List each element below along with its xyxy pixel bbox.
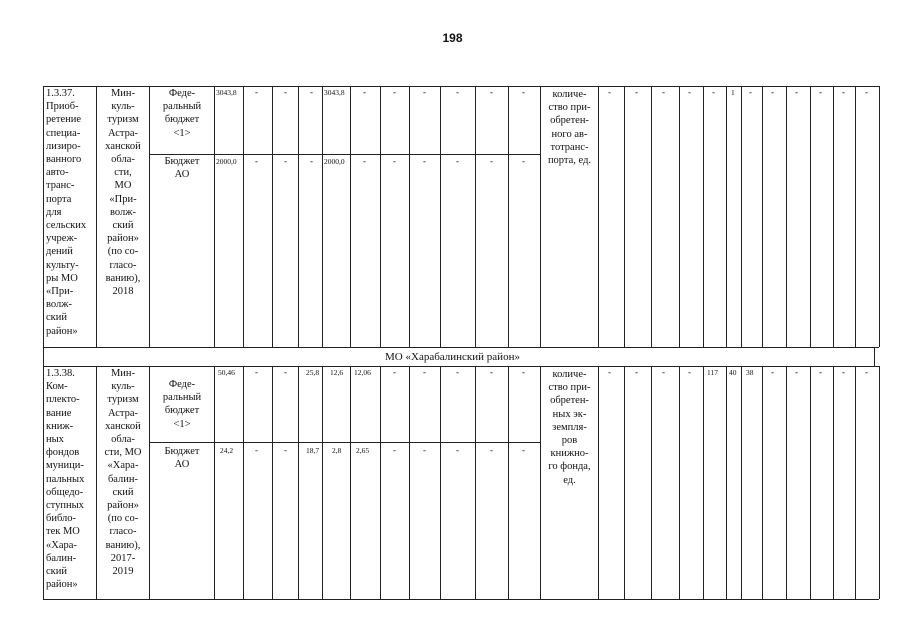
row-a-col-line xyxy=(624,86,625,347)
dash: - xyxy=(490,367,493,377)
dash: - xyxy=(608,367,611,377)
row-a-col-line xyxy=(43,86,44,347)
dash: - xyxy=(712,87,715,97)
row-b-col-line xyxy=(380,366,381,599)
dash: - xyxy=(423,367,426,377)
dash: - xyxy=(795,87,798,97)
dash: - xyxy=(662,367,665,377)
row-b-indicator-2019: 38 xyxy=(746,368,754,377)
dash: - xyxy=(865,87,868,97)
dash: - xyxy=(363,156,366,166)
row-b-col-line xyxy=(409,366,410,599)
row-a-col-line xyxy=(350,86,351,347)
row-a-code-text: 1.3.37. Приоб- ретение специа- лизиро- ванного авто- транс- порта для сельских учреж- дений культу- ры МО «При- волж- ский район» xyxy=(46,88,87,337)
row-b-indicator-text: количе- ство при- обретен- ных эк- земпля- ров книжно- го фонда, ед. xyxy=(548,369,591,486)
row-a-col-line xyxy=(322,86,323,347)
dash: - xyxy=(255,87,258,97)
row-a-col-line xyxy=(272,86,273,347)
row-a-indicator-text: количе- ство при- обретен- ного ав- тотранс- порта, ед. xyxy=(547,89,592,167)
row-b-col-line xyxy=(214,366,215,599)
dash: - xyxy=(819,367,822,377)
dash: - xyxy=(310,87,313,97)
row-b-col-line xyxy=(879,366,880,599)
dash: - xyxy=(456,367,459,377)
table-bottom-border xyxy=(43,599,879,600)
row-a-col-line xyxy=(703,86,704,347)
dash: - xyxy=(284,156,287,166)
municipality-banner: МО «Харабалинский район» xyxy=(385,351,520,363)
row-b-col-line xyxy=(762,366,763,599)
dash: - xyxy=(688,87,691,97)
row-b-ao-total: 24,2 xyxy=(220,446,234,455)
row-a-executor-text: Мин- куль- туризм Астра- ханской обла- сти, МО «При- волж- ский район» (по со- гласо- ванию), 2018 xyxy=(105,88,141,298)
row-b-col-line xyxy=(272,366,273,599)
banner-bottom-border xyxy=(43,366,879,367)
row-b-col-line xyxy=(598,366,599,599)
dash: - xyxy=(749,87,752,97)
row-b-indicator-2017: 117 xyxy=(707,368,718,377)
dash: - xyxy=(393,156,396,166)
row-a-source-federal: Феде- ральный бюджет <1> xyxy=(162,88,202,139)
row-b-source-federal: Феде- ральный бюджет <1> xyxy=(162,379,202,430)
row-b-indicator-2018: 40 xyxy=(729,368,737,377)
dash: - xyxy=(842,367,845,377)
row-b-col-line xyxy=(855,366,856,599)
dash: - xyxy=(255,367,258,377)
dash: - xyxy=(662,87,665,97)
row-a-col-line xyxy=(598,86,599,347)
dash: - xyxy=(393,87,396,97)
row-b-source-divider xyxy=(149,442,540,443)
row-b-executor-text: Мин- куль- туризм Астра- ханской обла- сти, МО «Хара- балин- ский район» (по со- гласо- ванию), 2017- 2019 xyxy=(104,368,142,578)
dash: - xyxy=(284,87,287,97)
row-b-col-line xyxy=(726,366,727,599)
dash: - xyxy=(284,445,287,455)
row-a-col-line xyxy=(855,86,856,347)
row-b-ao-2019: 2,65 xyxy=(356,446,370,455)
row-a-col-line xyxy=(651,86,652,347)
dash: - xyxy=(865,367,868,377)
row-a-col-line xyxy=(508,86,509,347)
row-b-source-ao: Бюджет АО xyxy=(164,446,200,471)
row-b-col-line xyxy=(350,366,351,599)
row-b-fed-2019: 12,06 xyxy=(354,368,371,377)
dash: - xyxy=(490,445,493,455)
page-number: 198 xyxy=(442,31,463,45)
dash: - xyxy=(842,87,845,97)
row-a-col-line xyxy=(679,86,680,347)
row-a-col-line xyxy=(380,86,381,347)
dash: - xyxy=(771,367,774,377)
row-b-col-line xyxy=(298,366,299,599)
row-a-col-line xyxy=(298,86,299,347)
dash: - xyxy=(255,445,258,455)
row-a-col-line xyxy=(879,86,880,347)
dash: - xyxy=(635,367,638,377)
row-b-col-line xyxy=(651,366,652,599)
dash: - xyxy=(490,156,493,166)
row-b-fed-total: 50,46 xyxy=(218,368,235,377)
dash: - xyxy=(255,156,258,166)
dash: - xyxy=(423,156,426,166)
dash: - xyxy=(284,367,287,377)
row-b-col-line xyxy=(703,366,704,599)
row-b-fed-2018: 12,6 xyxy=(330,368,344,377)
row-a-ao-total: 2000,0 xyxy=(216,157,237,166)
row-b-col-line xyxy=(810,366,811,599)
dash: - xyxy=(795,367,798,377)
row-a-col-line xyxy=(243,86,244,347)
dash: - xyxy=(456,156,459,166)
row-a-col-line xyxy=(475,86,476,347)
row-a-col-line xyxy=(786,86,787,347)
dash: - xyxy=(819,87,822,97)
row-b-col-line xyxy=(322,366,323,599)
row-b-fed-2017: 25,8 xyxy=(306,368,320,377)
row-b-col-line xyxy=(475,366,476,599)
row-a-indicator-value: 1 xyxy=(731,88,735,97)
row-a-col-line xyxy=(409,86,410,347)
dash: - xyxy=(522,87,525,97)
row-a-col-line xyxy=(762,86,763,347)
dash: - xyxy=(608,87,611,97)
row-b-ao-2017: 18,7 xyxy=(306,446,320,455)
row-a-col-line xyxy=(810,86,811,347)
row-a-source-ao: Бюджет АО xyxy=(164,156,200,181)
row-a-col-line xyxy=(726,86,727,347)
row-a-fed-year: 3043,8 xyxy=(324,88,345,97)
dash: - xyxy=(393,367,396,377)
dash: - xyxy=(522,156,525,166)
dash: - xyxy=(423,445,426,455)
row-a-col-line xyxy=(741,86,742,347)
row-a-fed-total: 3043,8 xyxy=(216,88,237,97)
row-b-col-line xyxy=(624,366,625,599)
row-b-ao-2018: 2,8 xyxy=(332,446,342,455)
dash: - xyxy=(522,367,525,377)
row-a-col-line xyxy=(214,86,215,347)
row-b-col-line xyxy=(833,366,834,599)
dash: - xyxy=(522,445,525,455)
row-b-col-line xyxy=(440,366,441,599)
dash: - xyxy=(363,87,366,97)
row-a-col-line xyxy=(833,86,834,347)
row-a-bottom-border xyxy=(43,347,879,348)
row-b-col-line xyxy=(43,366,44,599)
row-b-col-line xyxy=(243,366,244,599)
dash: - xyxy=(688,367,691,377)
dash: - xyxy=(310,156,313,166)
dash: - xyxy=(771,87,774,97)
dash: - xyxy=(456,87,459,97)
row-b-col-line xyxy=(679,366,680,599)
dash: - xyxy=(423,87,426,97)
row-b-code-text: 1.3.38. Ком- плекто- вание книж- ных фондов муници- пальных общедо- ступных библо- тек МО «Хара- балин- ский район» xyxy=(46,368,85,591)
row-a-col-line xyxy=(440,86,441,347)
row-b-col-line xyxy=(508,366,509,599)
row-b-col-line xyxy=(786,366,787,599)
dash: - xyxy=(635,87,638,97)
dash: - xyxy=(393,445,396,455)
row-b-col-line xyxy=(741,366,742,599)
dash: - xyxy=(456,445,459,455)
dash: - xyxy=(490,87,493,97)
row-a-ao-year: 2000,0 xyxy=(324,157,345,166)
